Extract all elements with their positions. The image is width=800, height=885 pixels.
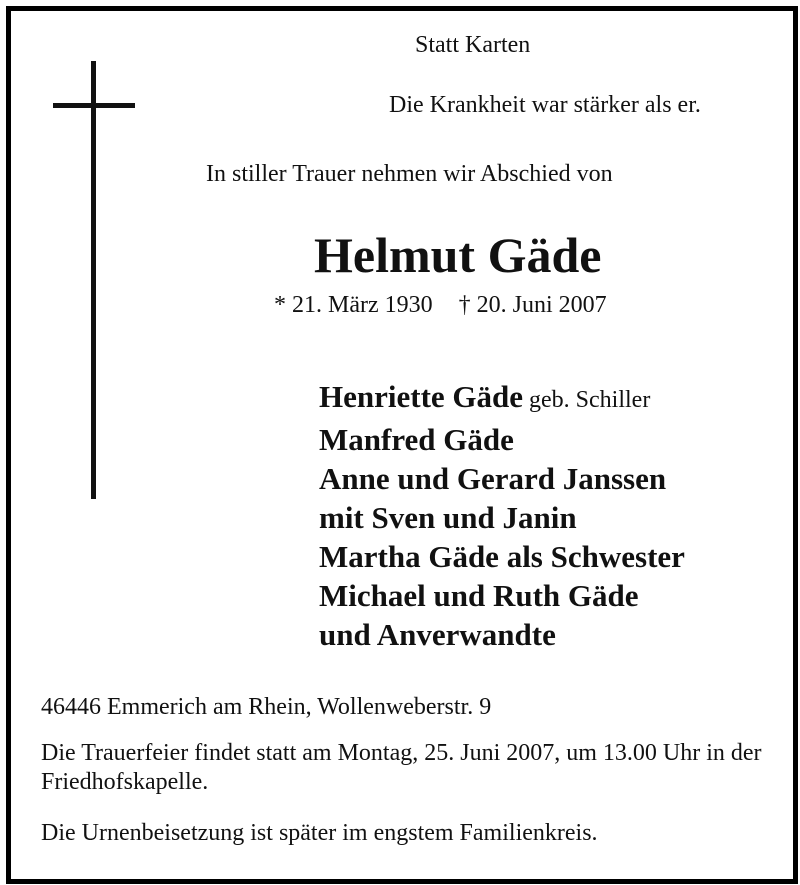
ceremony-text: Die Trauerfeier findet statt am Montag, 25. Juni 2007, um 13.00 Uhr in der Friedhofskapelle. (41, 740, 762, 795)
family-member: Anne und Gerard Janssen (319, 461, 667, 496)
birth-date: * 21. März 1930 (274, 292, 433, 318)
life-dates (274, 291, 607, 319)
family-member: mit Sven und Janin (319, 500, 577, 535)
urn-burial-text: Die Urnenbeisetzung ist später im engstem Familienkreis. (41, 820, 598, 846)
intro-text: In stiller Trauer nehmen wir Abschied von (206, 161, 613, 187)
cross-horizontal-bar (53, 103, 135, 108)
family-member-name: Henriette Gäde (319, 379, 524, 414)
family-member: Martha Gäde als Schwester (319, 539, 685, 574)
header-text: Statt Karten (415, 32, 531, 58)
obituary-notice (6, 6, 798, 884)
family-member-note: geb. Schiller (529, 387, 651, 413)
motto-text: Die Krankheit war stärker als er. (389, 92, 701, 118)
family-member: Manfred Gäde (319, 422, 514, 457)
address-text: 46446 Emmerich am Rhein, Wollenweberstr. 9 (41, 694, 492, 720)
death-date: † 20. Juni 2007 (458, 292, 607, 318)
family-member: und Anverwandte (319, 617, 556, 652)
deceased-name: Helmut Gäde (314, 227, 602, 283)
family-member: Michael und Ruth Gäde (319, 578, 639, 613)
family-list (319, 377, 789, 654)
cross-vertical-bar (91, 61, 96, 499)
family-member (319, 377, 789, 420)
